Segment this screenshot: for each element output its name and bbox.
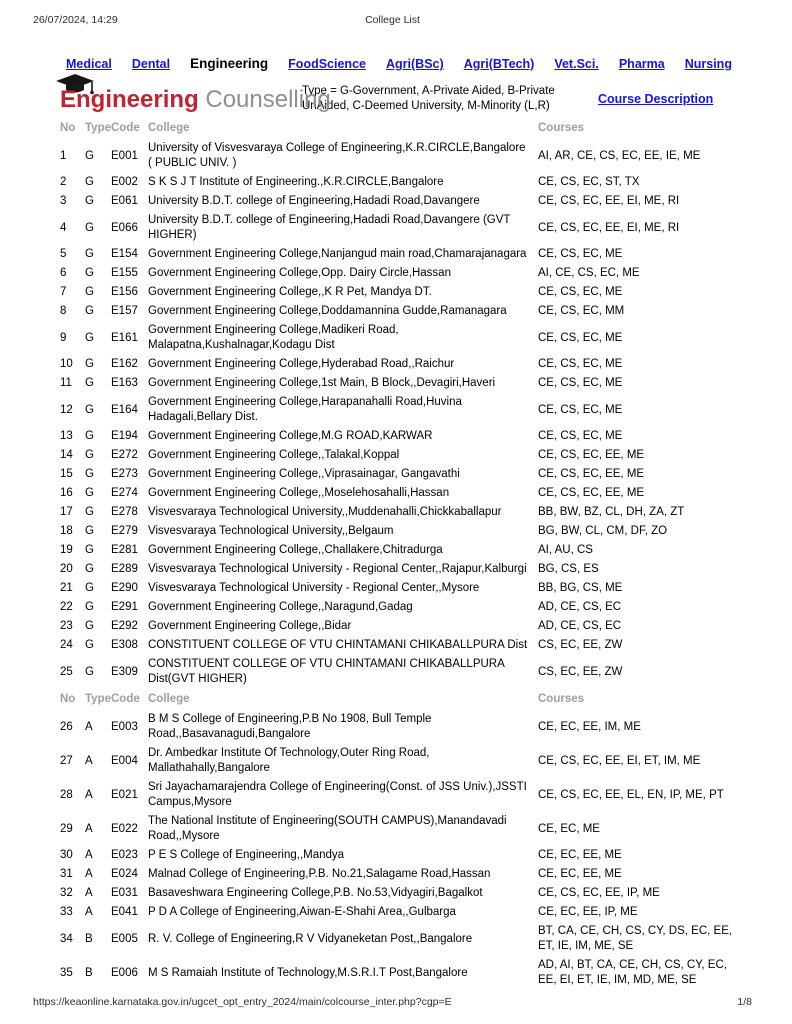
cell-no: 10 (60, 358, 73, 370)
cell-college: Government Engineering College,Nanjangud main road,Chamarajanagara (148, 248, 527, 260)
cell-type: G (85, 430, 94, 442)
table-row (60, 560, 748, 579)
table-row (60, 598, 748, 617)
cell-college: Government Engineering College,,K R Pet, Mandya DT. (148, 286, 432, 298)
nav-link-agri-btech[interactable]: Agri(BTech) (463, 57, 535, 71)
table-header-row (60, 689, 748, 710)
cell-code: E041 (111, 906, 138, 918)
table-row (60, 636, 748, 655)
cell-code: E061 (111, 195, 138, 207)
table-row (60, 321, 748, 355)
cell-type: A (85, 849, 93, 861)
cell-type: G (85, 248, 94, 260)
cell-college: Government Engineering College,Hyderabad Road,,Raichur (148, 358, 455, 370)
nav-link-medical[interactable]: Medical (66, 57, 112, 71)
cell-code: E154 (111, 248, 138, 260)
cell-courses: CE, CS, EC, ME (538, 248, 623, 260)
cell-no: 8 (60, 305, 67, 317)
table-row (60, 903, 748, 922)
cell-courses: AI, CE, CS, EC, ME (538, 267, 640, 279)
cell-type: G (85, 149, 94, 162)
cell-code: E278 (111, 506, 138, 518)
cell-college: P E S College of Engineering,,Mandya (148, 849, 345, 861)
cell-courses: AD, CE, CS, EC (538, 601, 622, 613)
cell-college: Government Engineering College,,Talakal,Koppal (148, 449, 400, 461)
print-header (33, 14, 752, 28)
cell-type: A (85, 788, 93, 801)
cell-courses: CE, CS, EC, EE, ME (538, 468, 645, 480)
cell-code: E281 (111, 544, 138, 556)
course-description-link[interactable]: Course Description (598, 92, 714, 106)
cell-courses: CE, EC, ME (538, 822, 600, 835)
cell-college: Government Engineering College,Doddamannina Gudde,Ramanagara (148, 305, 507, 317)
cell-no: 28 (60, 788, 73, 801)
cell-no: 2 (60, 176, 67, 188)
print-datetime: 26/07/2024, 14:29 (33, 14, 118, 26)
table-row (60, 245, 748, 264)
cell-type: G (85, 582, 94, 594)
cell-courses: CE, CS, EC, ME (538, 430, 623, 442)
table-section-aided-unaided (60, 689, 748, 990)
cell-no: 5 (60, 248, 67, 260)
cell-college: Malnad College of Engineering,P.B. No.21,Salagame Road,Hassan (148, 868, 491, 880)
cell-college: Visvesvaraya Technological University,,Muddenahalli,Chickkaballapur (148, 506, 502, 518)
cell-type: G (85, 620, 94, 632)
table-section-government (60, 118, 748, 689)
table-row (60, 192, 748, 211)
cell-courses: BG, CS, ES (538, 563, 599, 575)
cell-courses: CE, CS, EC, ME (538, 286, 623, 298)
cell-type: G (85, 468, 94, 480)
col-header-code: Code (111, 122, 140, 134)
cell-code: E308 (111, 639, 138, 651)
cell-college: Dr. Ambedkar Institute Of Technology,Outer Ring Road, Mallathahally,Bangalore (148, 747, 430, 774)
cell-no: 27 (60, 754, 73, 767)
cell-type: G (85, 403, 94, 416)
cell-courses: CE, EC, EE, ME (538, 868, 622, 880)
table-row (60, 865, 748, 884)
cell-no: 30 (60, 849, 73, 861)
type-legend-line2: UnAided, C-Deemed University, M-Minority (L,R) (302, 100, 550, 112)
col-header-type: Type (85, 122, 111, 134)
cell-type: G (85, 267, 94, 279)
cell-no: 3 (60, 195, 67, 207)
cell-code: E024 (111, 868, 138, 880)
cell-college: Visvesvaraya Technological University - Regional Center,,Rajapur,Kalburgi (148, 563, 527, 575)
cell-college: The National Institute of Engineering(SOUTH CAMPUS),Manandavadi Road,,Mysore (148, 815, 507, 842)
cell-college: Government Engineering College,,Viprasainagar, Gangavathi (148, 468, 460, 480)
cell-code: E006 (111, 966, 138, 979)
nav-current-engineering: Engineering (190, 56, 269, 71)
cell-college: CONSTITUENT COLLEGE OF VTU CHINTAMANI CHIKABALLPURA Dist (148, 639, 528, 651)
cell-no: 15 (60, 468, 73, 480)
cell-code: E001 (111, 149, 138, 162)
cell-code: E066 (111, 221, 138, 234)
cell-no: 32 (60, 887, 73, 899)
cell-type: G (85, 665, 94, 678)
cell-type: G (85, 221, 94, 234)
table-header-row (60, 118, 748, 139)
nav-link-nursing[interactable]: Nursing (684, 57, 732, 71)
cell-college: University B.D.T. college of Engineering,Hadadi Road,Davangere (GVT HIGHER) (148, 214, 511, 241)
cell-code: E004 (111, 754, 138, 767)
col-header-no: No (60, 122, 76, 134)
table-row (60, 541, 748, 560)
cell-courses: CS, EC, EE, ZW (538, 639, 623, 651)
cell-courses: CE, CS, EC, EE, EI, ME, RI (538, 221, 680, 234)
cell-code: E274 (111, 487, 138, 499)
cell-college: M S Ramaiah Institute of Technology,M.S.R.I.T Post,Bangalore (148, 966, 468, 979)
cell-no: 22 (60, 601, 73, 613)
type-legend-line1: Type = G-Government, A-Private Aided, B-Private (302, 85, 555, 97)
nav-link-pharma[interactable]: Pharma (618, 57, 665, 71)
col-header-code: Code (111, 693, 140, 705)
cell-college: Government Engineering College,Opp. Dairy Circle,Hassan (148, 267, 451, 279)
cell-college: Government Engineering College,Madikeri Road, Malapatna,Kushalnagar,Kodagu Dist (148, 324, 399, 351)
cell-courses: BT, CA, CE, CH, CS, CY, DS, EC, EE, ET, IE, IM, ME, SE (538, 925, 733, 952)
cell-type: G (85, 305, 94, 317)
cell-no: 35 (60, 966, 73, 979)
nav-link-dental[interactable]: Dental (131, 57, 171, 71)
cell-no: 29 (60, 822, 73, 835)
cell-code: E157 (111, 305, 138, 317)
table-row (60, 522, 748, 541)
cell-college: Sri Jayachamarajendra College of Engineering(Const. of JSS Univ.),JSSTI Campus,Mysore (148, 781, 527, 808)
cell-courses: CE, CS, EC, EE, EI, ME, RI (538, 195, 680, 207)
table-row (60, 211, 748, 245)
cell-code: E289 (111, 563, 138, 575)
cell-code: E003 (111, 720, 138, 733)
table-row (60, 579, 748, 598)
cell-code: E021 (111, 788, 138, 801)
cell-no: 18 (60, 525, 73, 537)
table-row (60, 264, 748, 283)
cell-college: S K S J T Institute of Engineering.,K.R.CIRCLE,Bangalore (148, 176, 444, 188)
cell-college: Government Engineering College,M.G ROAD,KARWAR (148, 430, 433, 442)
table-row (60, 355, 748, 374)
cell-code: E162 (111, 358, 138, 370)
cell-courses: AI, AU, CS (538, 544, 593, 556)
cell-college: Basaveshwara Engineering College,P.B. No.53,Vidyagiri,Bagalkot (148, 887, 483, 899)
cell-no: 4 (60, 221, 67, 234)
cell-college: Government Engineering College,,Challakere,Chitradurga (148, 544, 443, 556)
nav-link-agri-bsc[interactable]: Agri(BSc) (386, 57, 444, 71)
page-title: College List (365, 14, 420, 26)
cell-courses: CE, CS, EC, ME (538, 358, 623, 370)
cell-college: Visvesvaraya Technological University,,Belgaum (148, 525, 394, 537)
col-header-college: College (148, 122, 190, 134)
cell-courses: CE, CS, EC, ME (538, 331, 623, 344)
cell-type: B (85, 966, 93, 979)
cell-type: G (85, 563, 94, 575)
cell-courses: CE, CS, EC, ME (538, 377, 623, 389)
table-row (60, 484, 748, 503)
cell-no: 11 (60, 377, 72, 389)
cell-code: E031 (111, 887, 138, 899)
cell-courses: BB, BG, CS, ME (538, 582, 623, 594)
cell-type: A (85, 822, 93, 835)
cell-college: Government Engineering College,,Moselehosahalli,Hassan (148, 487, 450, 499)
cell-courses: CE, EC, EE, IP, ME (538, 906, 638, 918)
cell-code: E163 (111, 377, 138, 389)
cell-code: E156 (111, 286, 138, 298)
cell-courses: CE, CS, EC, MM (538, 305, 625, 317)
cell-type: G (85, 358, 94, 370)
table-row (60, 393, 748, 427)
brand-primary-text: Engineering (60, 86, 199, 113)
cell-type: G (85, 449, 94, 461)
cell-no: 25 (60, 665, 73, 678)
cell-code: E279 (111, 525, 138, 537)
cell-college: P D A College of Engineering,Aiwan-E-Shahi Area,,Gulbarga (148, 906, 456, 918)
cell-code: E164 (111, 403, 138, 416)
cell-no: 14 (60, 449, 73, 461)
cell-type: G (85, 331, 94, 344)
table-row (60, 884, 748, 903)
cell-type: G (85, 544, 94, 556)
cell-no: 16 (60, 487, 73, 499)
table-row (60, 710, 748, 744)
cell-courses: AD, CE, CS, EC (538, 620, 622, 632)
cell-courses: BG, BW, CL, CM, DF, ZO (538, 525, 668, 537)
cell-code: E292 (111, 620, 138, 632)
cell-code: E002 (111, 176, 138, 188)
table-row (60, 655, 748, 689)
cell-type: G (85, 377, 94, 389)
cell-college: University of Visvesvaraya College of Engineering,K.R.CIRCLE,Bangalore ( PUBLIC UNIV. ) (148, 142, 526, 169)
cell-college: University B.D.T. college of Engineering,Hadadi Road,Davangere (148, 195, 480, 207)
cell-type: A (85, 754, 93, 767)
cell-code: E194 (111, 430, 138, 442)
cell-type: G (85, 195, 94, 207)
cell-courses: CS, EC, EE, ZW (538, 665, 623, 678)
cell-courses: CE, EC, EE, ME (538, 849, 622, 861)
cell-type: G (85, 639, 94, 651)
type-legend (302, 84, 564, 114)
cell-type: G (85, 525, 94, 537)
cell-code: E005 (111, 932, 138, 945)
col-header-courses: Courses (538, 122, 585, 134)
table-row (60, 302, 748, 321)
cell-code: E155 (111, 267, 138, 279)
col-header-no: No (60, 693, 76, 705)
cell-no: 31 (60, 868, 73, 880)
cell-type: G (85, 176, 94, 188)
brand-row (58, 80, 734, 118)
table-row (60, 503, 748, 522)
col-header-college: College (148, 693, 190, 705)
cell-college: Government Engineering College,,Bidar (148, 620, 352, 632)
cell-no: 9 (60, 331, 67, 344)
table-row (60, 427, 748, 446)
brand-secondary-text: Counselling (205, 86, 331, 113)
col-header-courses: Courses (538, 693, 585, 705)
print-footer-page: 1/8 (737, 996, 752, 1008)
cell-code: E290 (111, 582, 138, 594)
table-row (60, 173, 748, 192)
cell-no: 13 (60, 430, 73, 442)
table-row (60, 139, 748, 173)
cell-code: E161 (111, 331, 138, 344)
cell-type: G (85, 286, 94, 298)
table-row (60, 846, 748, 865)
nav-link-vetsci[interactable]: Vet.Sci. (554, 57, 599, 71)
cell-code: E023 (111, 849, 138, 861)
college-table (60, 118, 748, 990)
table-row (60, 446, 748, 465)
table-row (60, 283, 748, 302)
cell-courses: CE, EC, EE, IM, ME (538, 720, 641, 733)
cell-no: 24 (60, 639, 73, 651)
nav-link-foodscience[interactable]: FoodScience (288, 57, 366, 71)
cell-no: 7 (60, 286, 67, 298)
cell-courses: CE, CS, EC, EE, ME (538, 487, 645, 499)
cell-courses: CE, CS, EC, EE, EI, ET, IM, ME (538, 754, 701, 767)
print-footer-url: https://keaonline.karnataka.gov.in/ugcet_opt_entry_2024/main/colcourse_inter.php?cgp=E (33, 996, 452, 1008)
table-row (60, 374, 748, 393)
cell-no: 26 (60, 720, 73, 733)
cell-type: A (85, 868, 93, 880)
cell-courses: CE, CS, EC, EE, ME (538, 449, 645, 461)
cell-type: B (85, 932, 93, 945)
cell-no: 6 (60, 267, 67, 279)
cell-college: Government Engineering College,1st Main, B Block,,Devagiri,Haveri (148, 377, 496, 389)
cell-courses: CE, CS, EC, EE, EL, EN, IP, ME, PT (538, 788, 724, 801)
cell-no: 12 (60, 403, 73, 416)
cell-type: A (85, 906, 93, 918)
cell-courses: CE, CS, EC, EE, IP, ME (538, 887, 660, 899)
table-row (60, 744, 748, 778)
cell-college: Government Engineering College,,Naragund,Gadag (148, 601, 413, 613)
cell-courses: BB, BW, BZ, CL, DH, ZA, ZT (538, 506, 685, 518)
engineering-counselling-logo (58, 80, 331, 118)
cell-no: 17 (60, 506, 73, 518)
cell-type: A (85, 887, 93, 899)
cell-no: 1 (60, 149, 67, 162)
table-row (60, 465, 748, 484)
cell-college: Visvesvaraya Technological University - Regional Center,,Mysore (148, 582, 480, 594)
cell-no: 20 (60, 563, 73, 575)
cell-type: G (85, 601, 94, 613)
col-header-type: Type (85, 693, 111, 705)
table-row (60, 617, 748, 636)
cell-courses: CE, CS, EC, ST, TX (538, 176, 640, 188)
cell-no: 23 (60, 620, 73, 632)
cell-college: B M S College of Engineering,P.B No 1908, Bull Temple Road,,Basavanagudi,Bangalore (148, 713, 432, 740)
brand-wordmark (60, 86, 331, 114)
table-row (60, 778, 748, 812)
cell-no: 21 (60, 582, 73, 594)
cell-no: 19 (60, 544, 73, 556)
cell-code: E272 (111, 449, 138, 461)
cell-type: A (85, 720, 93, 733)
cell-no: 34 (60, 932, 73, 945)
cell-code: E273 (111, 468, 138, 480)
cell-courses: CE, CS, EC, ME (538, 403, 623, 416)
cell-type: G (85, 487, 94, 499)
table-row (60, 922, 748, 956)
cell-code: E309 (111, 665, 138, 678)
cell-code: E022 (111, 822, 138, 835)
cell-college: Government Engineering College,Harapanahalli Road,Huvina Hadagali,Bellary Dist. (148, 396, 462, 423)
cell-courses: AD, AI, BT, CA, CE, CH, CS, CY, EC, EE, EI, ET, IE, IM, MD, ME, SE (538, 959, 727, 986)
table-row (60, 956, 748, 990)
print-footer (33, 996, 752, 1010)
cell-type: G (85, 506, 94, 518)
table-row (60, 812, 748, 846)
cell-courses: AI, AR, CE, CS, EC, EE, IE, ME (538, 149, 701, 162)
cell-no: 33 (60, 906, 73, 918)
cell-college: R. V. College of Engineering,R V Vidyaneketan Post,,Bangalore (148, 932, 473, 945)
category-nav (66, 56, 732, 71)
cell-code: E291 (111, 601, 138, 613)
cell-college: CONSTITUENT COLLEGE OF VTU CHINTAMANI CHIKABALLPURA Dist(GVT HIGHER) (148, 658, 505, 685)
